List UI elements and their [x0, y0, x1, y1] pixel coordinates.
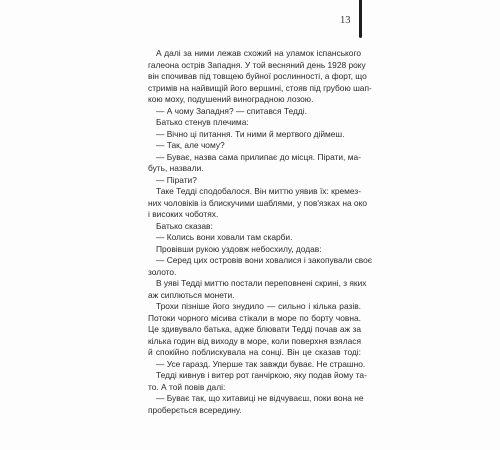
text-line: — Буває, назва сама прилипає до місця. Пірати, ма-: [156, 151, 361, 162]
text-line: — Так, але чому?: [156, 140, 225, 150]
text-line: кою моху, подушений виноградною лозою.: [148, 94, 314, 104]
text-line: золото.: [148, 266, 177, 277]
text-line: й спокійно поблискувала на сонці. Він це сказав тоді:: [148, 347, 361, 357]
page-number: 13: [340, 15, 351, 26]
text-line: і високих чоботях.: [148, 209, 219, 219]
text-line: — Усе гаразд. Уперше так завжди буває. Не страшно.: [156, 358, 366, 369]
text-line: — Пірати?: [156, 174, 197, 185]
text-line: — А чому Западня? — спитався Тедді.: [156, 105, 307, 116]
text-line: Потоки чорного місива стікали в море по борту човна.: [148, 312, 361, 323]
text-line: Тедді кивнув і витер рот ганчіркою, яку подав йому та-: [156, 370, 367, 380]
text-line: них чоловіків із блискучими шаблями, у пов'язках на око: [148, 197, 367, 208]
text-line: він спочивав під товщею буйної рослинності, а форт, що: [148, 71, 367, 81]
text-line: аж сиплються монети.: [148, 289, 235, 300]
body-text: [148, 48, 373, 416]
text-line: то. А той повів далі:: [148, 381, 226, 392]
text-line: Це здивувало батька, адже блювати Тедді почав аж за: [148, 324, 361, 334]
text-line: — Серед цих островів вони ховалися і закопували своє: [156, 255, 373, 265]
text-line: — Вічно ці питання. Ти ними й мертвого діймеш.: [156, 128, 345, 139]
text-line: Батько стенув плечима:: [156, 117, 249, 127]
text-line: — Буває так, що хитавиці не відчуваєш, поки вона не: [156, 393, 364, 403]
text-line: буть, назвали.: [148, 163, 204, 173]
text-line: А далі за ними лежав схожий на уламок іспанського: [156, 48, 361, 58]
text-line: кілька годин від виходу в море, коли поверхня взялася: [148, 335, 361, 346]
text-line: Таке Тедді сподобалося. Він миттю уявив їх: кремез-: [156, 186, 361, 196]
text-line: Трохи пізніше його знудило — сильно і кілька разів.: [156, 301, 361, 311]
text-line: Батько сказав:: [156, 220, 213, 231]
bookmark-ribbon: [359, 0, 362, 38]
text-line: Провівши рукою уздовж небосхилу, додав:: [156, 243, 322, 254]
text-line: проберється всередину.: [148, 404, 242, 415]
text-line: В уяві Тедді миттю постали переповнені скрині, з яких: [156, 278, 367, 288]
text-line: стримів на найвищій його вершині, стояв під грубою шап-: [148, 82, 372, 93]
text-line: — Колись вони ховали там скарби.: [156, 232, 293, 242]
text-line: галеона острів Западня. У той весняний день 1928 року: [148, 59, 366, 70]
